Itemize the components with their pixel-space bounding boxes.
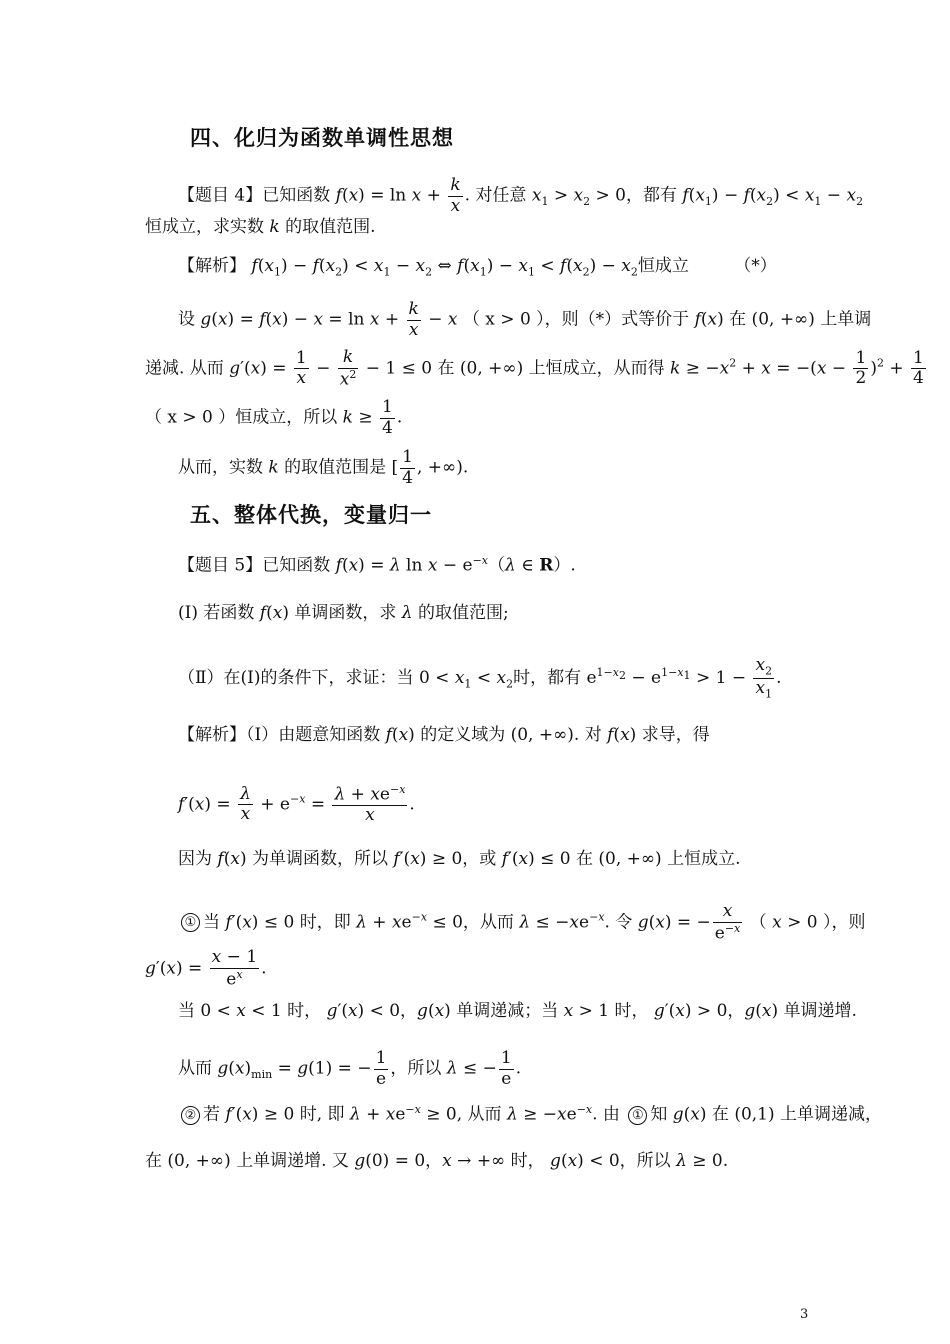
solution-5-gprime: g′(x) = $\frac{x - 1}{e^x}$ . (145, 947, 267, 990)
solution-5-min: 从而 $g(x)_{min} = g(1)$ = − $\frac{1}{e}$ ，所以 λ ≤ − $\frac{1}{e}$ . (178, 1048, 522, 1089)
problem-4-line-2: 恒成立，求实数 k 的取值范围. (145, 217, 376, 237)
problem-tag: 【题目 5】 (178, 555, 263, 576)
problem-5-line-1: 【题目 5】已知函数 f(x) = λ $\ln x - e^{-x}(\lambda$ ∈ R）. (178, 554, 576, 576)
solution-5-derivative: f′(x) = $\frac{\lambda}{x}$ + $e^{-x}$ = $\frac{\lambda + xe^{-x}}{x}$ . (178, 783, 415, 826)
solution-tag: 【解析】 (178, 256, 246, 276)
solution-5-line-1: 【解析】（Ⅰ）由题意知函数 f(x) 的定义域为 (0, +∞). 对 f(x) 求导，得 (178, 725, 710, 745)
solution-4-line-3: 递减. 从而 g′(x) = $\frac{1}{x}$ − $\frac{k}{x^2}$ − 1 ≤ 0 在 (0, +∞) 上恒成立，从而得 $k \ge -x^2 + x = -(x$ − $\frac{1}{2}$ )$^2$ + $\frac{1}{4}$ (145, 347, 924, 390)
circled-one-ref: ① (628, 1106, 647, 1125)
problem-5-part-2: （Ⅱ）在(Ⅰ)的条件下，求证：当 $0 < x_1 < x_2$时，都有 $e^{1-x_2} - e^{1-x_1} > 1$ − $\frac{x_2}{x_1}$ . (178, 655, 782, 701)
circled-two: ② (181, 1106, 200, 1125)
solution-tag: 【解析】 (178, 725, 246, 745)
solution-5-because: 因为 f(x) 为单调函数，所以 f′(x) ≥ 0，或 f′(x) ≤ 0 在 (0, +∞) 上恒成立. (178, 849, 741, 869)
solution-4-line-2: 设 g(x) = f(x) − x = ln x + $\frac{k}{x}$ − x （ x > 0 ），则（*）式等价于 f(x) 在 (0, +∞) 上单调 (178, 299, 872, 340)
solution-5-case-1: ① 当 f′(x) ≤ 0 时，即 $\lambda + xe^{-x} \le 0$，从而 $\lambda \le -xe^{-x}$. 令 g(x) = − $\frac{x}{e^{-x}}$ （ x > 0 ），则 (178, 902, 865, 944)
page-number: 3 (800, 1307, 809, 1322)
problem-4-line-1: 【题目 4】已知函数 f(x) = ln x + $\frac{k}{x}$ . 对任意 $x_1 > x_2 > 0$，都有 $f(x_1) - f(x_2) < x_1 - x_2$ (178, 175, 864, 216)
section-4-title: 四、化归为函数单调性思想 (190, 126, 454, 150)
problem-5-part-1: (Ⅰ) 若函数 f(x) 单调函数，求 λ 的取值范围; (178, 603, 509, 623)
problem-tag: 【题目 4】 (178, 185, 263, 206)
section-5-title: 五、整体代换，变量归一 (190, 503, 432, 527)
solution-4-conclusion: 从而，实数 k 的取值范围是 [ $\frac{1}{4}$ , +∞). (178, 447, 469, 488)
circled-one: ① (181, 913, 200, 932)
solution-4-line-4: （ x > 0 ）恒成立，所以 k ≥ $\frac{1}{4}$ . (145, 397, 403, 438)
solution-5-monotonicity: 当 0 < x < 1 时， g′(x) < 0，g(x) 单调递减；当 x > 1 时， g′(x) > 0，g(x) 单调递增. (178, 1001, 857, 1021)
solution-5-case-2: ② 若 f′(x) ≥ 0 时, 即 $\lambda + xe^{-x} \ge 0$, 从而 $\lambda \ge -xe^{-x}$. 由 ① 知 g(x) 在 (0,1) 上单调递减， (178, 1104, 882, 1125)
solution-4-line-1: 【解析】 $f(x_1) - f(x_2) < x_1 - x_2$ ⇔ $f(x_1) - x_1 < f(x_2) - x_2$恒成立 （*） (178, 256, 777, 279)
solution-5-case-2-cont: 在 (0, +∞) 上单调递增. 又 g(0) = 0，x → +∞ 时， g(x) < 0，所以 λ ≥ 0. (145, 1151, 729, 1171)
